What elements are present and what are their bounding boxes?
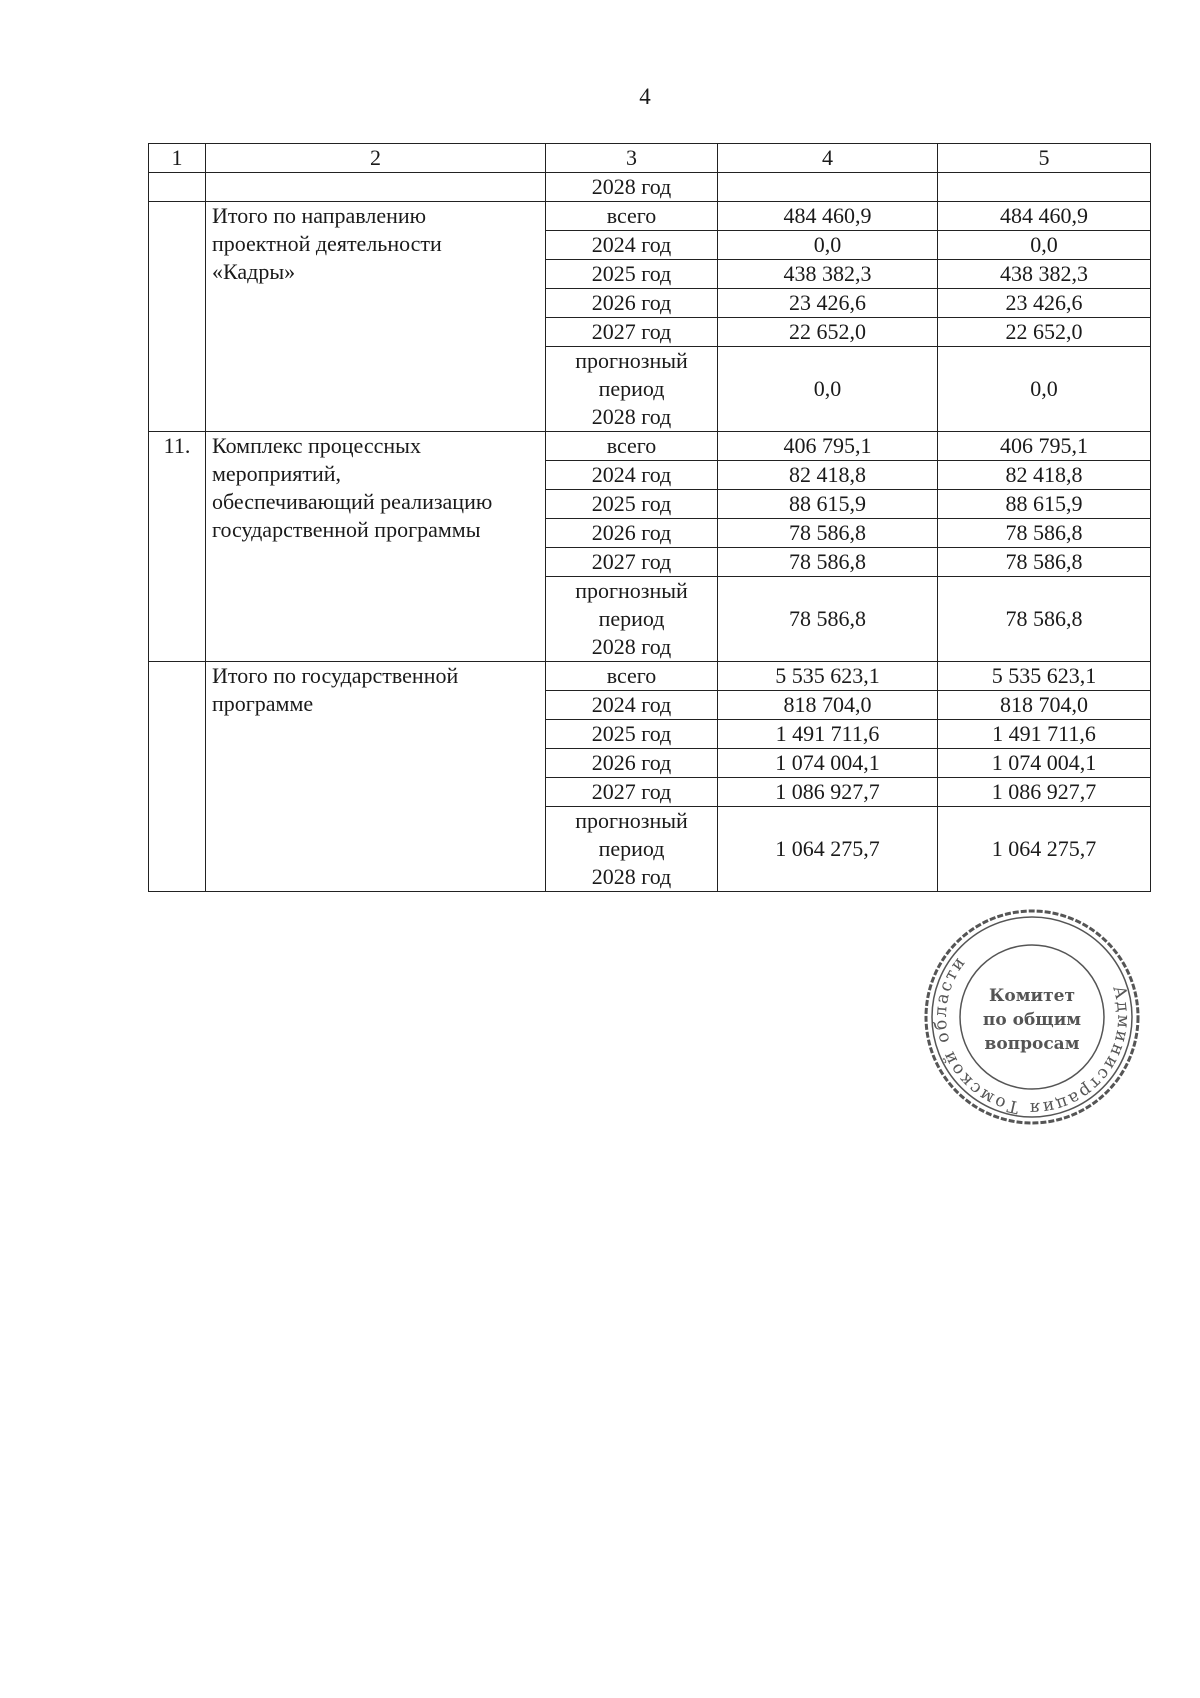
item-name-cell: Комплекс процессных мероприятий, обеспечивающий реализацию государственной программы xyxy=(206,432,546,662)
row-number-cell xyxy=(149,173,206,202)
official-seal xyxy=(920,905,1145,1130)
value-cell: 438 382,3 xyxy=(938,260,1151,289)
value-cell: 818 704,0 xyxy=(938,691,1151,720)
value-cell: 5 535 623,1 xyxy=(938,662,1151,691)
value-cell: 1 491 711,6 xyxy=(938,720,1151,749)
item-name-cell: Итого по государственной программе xyxy=(206,662,546,892)
value-cell: 88 615,9 xyxy=(938,490,1151,519)
value-cell: 0,0 xyxy=(718,231,938,260)
period-cell: всего xyxy=(546,202,718,231)
value-cell: 78 586,8 xyxy=(718,548,938,577)
period-cell: всего xyxy=(546,432,718,461)
value-cell: 818 704,0 xyxy=(718,691,938,720)
value-cell: 406 795,1 xyxy=(718,432,938,461)
seal-center-text: Комитет xyxy=(988,986,1076,1006)
value-cell: 1 086 927,7 xyxy=(718,778,938,807)
value-cell: 78 586,8 xyxy=(938,548,1151,577)
budget-table xyxy=(148,143,1151,892)
value-cell: 0,0 xyxy=(938,231,1151,260)
period-cell: 2024 год xyxy=(546,231,718,260)
item-name-cell: Итого по направлению проектной деятельности «Кадры» xyxy=(206,202,546,432)
value-cell: 438 382,3 xyxy=(718,260,938,289)
period-cell: 2025 год xyxy=(546,260,718,289)
value-cell: 0,0 xyxy=(938,347,1151,432)
value-cell: 78 586,8 xyxy=(938,577,1151,662)
seal-center-text: вопросам xyxy=(984,1034,1080,1054)
period-cell: 2027 год xyxy=(546,778,718,807)
period-cell: 2026 год xyxy=(546,519,718,548)
value-cell: 1 074 004,1 xyxy=(938,749,1151,778)
column-header: 4 xyxy=(718,144,938,173)
value-cell: 1 064 275,7 xyxy=(938,807,1151,892)
period-cell: прогнозный период 2028 год xyxy=(546,807,718,892)
value-cell: 1 491 711,6 xyxy=(718,720,938,749)
value-cell: 78 586,8 xyxy=(718,577,938,662)
value-cell: 1 086 927,7 xyxy=(938,778,1151,807)
period-cell: 2024 год xyxy=(546,691,718,720)
table-header-row xyxy=(149,144,1151,173)
column-header: 1 xyxy=(149,144,206,173)
row-number-cell xyxy=(149,662,206,892)
table-row xyxy=(149,173,1151,202)
value-cell: 484 460,9 xyxy=(938,202,1151,231)
period-cell: прогнозный период 2028 год xyxy=(546,347,718,432)
row-number-cell xyxy=(149,202,206,432)
value-cell: 1 064 275,7 xyxy=(718,807,938,892)
period-cell: 2028 год xyxy=(546,173,718,202)
period-cell: 2026 год xyxy=(546,749,718,778)
value-cell: 82 418,8 xyxy=(718,461,938,490)
table-row xyxy=(149,662,1151,691)
row-number-cell: 11. xyxy=(149,432,206,662)
seal-ring-text: Администрация Томской области xyxy=(930,951,1134,1119)
value-cell: 1 074 004,1 xyxy=(718,749,938,778)
value-cell xyxy=(938,173,1151,202)
value-cell: 22 652,0 xyxy=(938,318,1151,347)
column-header: 2 xyxy=(206,144,546,173)
period-cell: 2027 год xyxy=(546,548,718,577)
value-cell: 78 586,8 xyxy=(718,519,938,548)
value-cell: 0,0 xyxy=(718,347,938,432)
value-cell xyxy=(718,173,938,202)
table-row xyxy=(149,202,1151,231)
value-cell: 5 535 623,1 xyxy=(718,662,938,691)
column-header: 3 xyxy=(546,144,718,173)
page-number: 4 xyxy=(639,84,651,109)
column-header: 5 xyxy=(938,144,1151,173)
item-name-cell xyxy=(206,173,546,202)
value-cell: 484 460,9 xyxy=(718,202,938,231)
period-cell: 2026 год xyxy=(546,289,718,318)
period-cell: 2027 год xyxy=(546,318,718,347)
seal-center-text: по общим xyxy=(982,1010,1082,1030)
period-cell: всего xyxy=(546,662,718,691)
table-row xyxy=(149,432,1151,461)
period-cell: 2025 год xyxy=(546,490,718,519)
period-cell: 2024 год xyxy=(546,461,718,490)
value-cell: 82 418,8 xyxy=(938,461,1151,490)
value-cell: 78 586,8 xyxy=(938,519,1151,548)
period-cell: 2025 год xyxy=(546,720,718,749)
value-cell: 406 795,1 xyxy=(938,432,1151,461)
value-cell: 23 426,6 xyxy=(938,289,1151,318)
value-cell: 22 652,0 xyxy=(718,318,938,347)
value-cell: 88 615,9 xyxy=(718,490,938,519)
value-cell: 23 426,6 xyxy=(718,289,938,318)
period-cell: прогнозный период 2028 год xyxy=(546,577,718,662)
